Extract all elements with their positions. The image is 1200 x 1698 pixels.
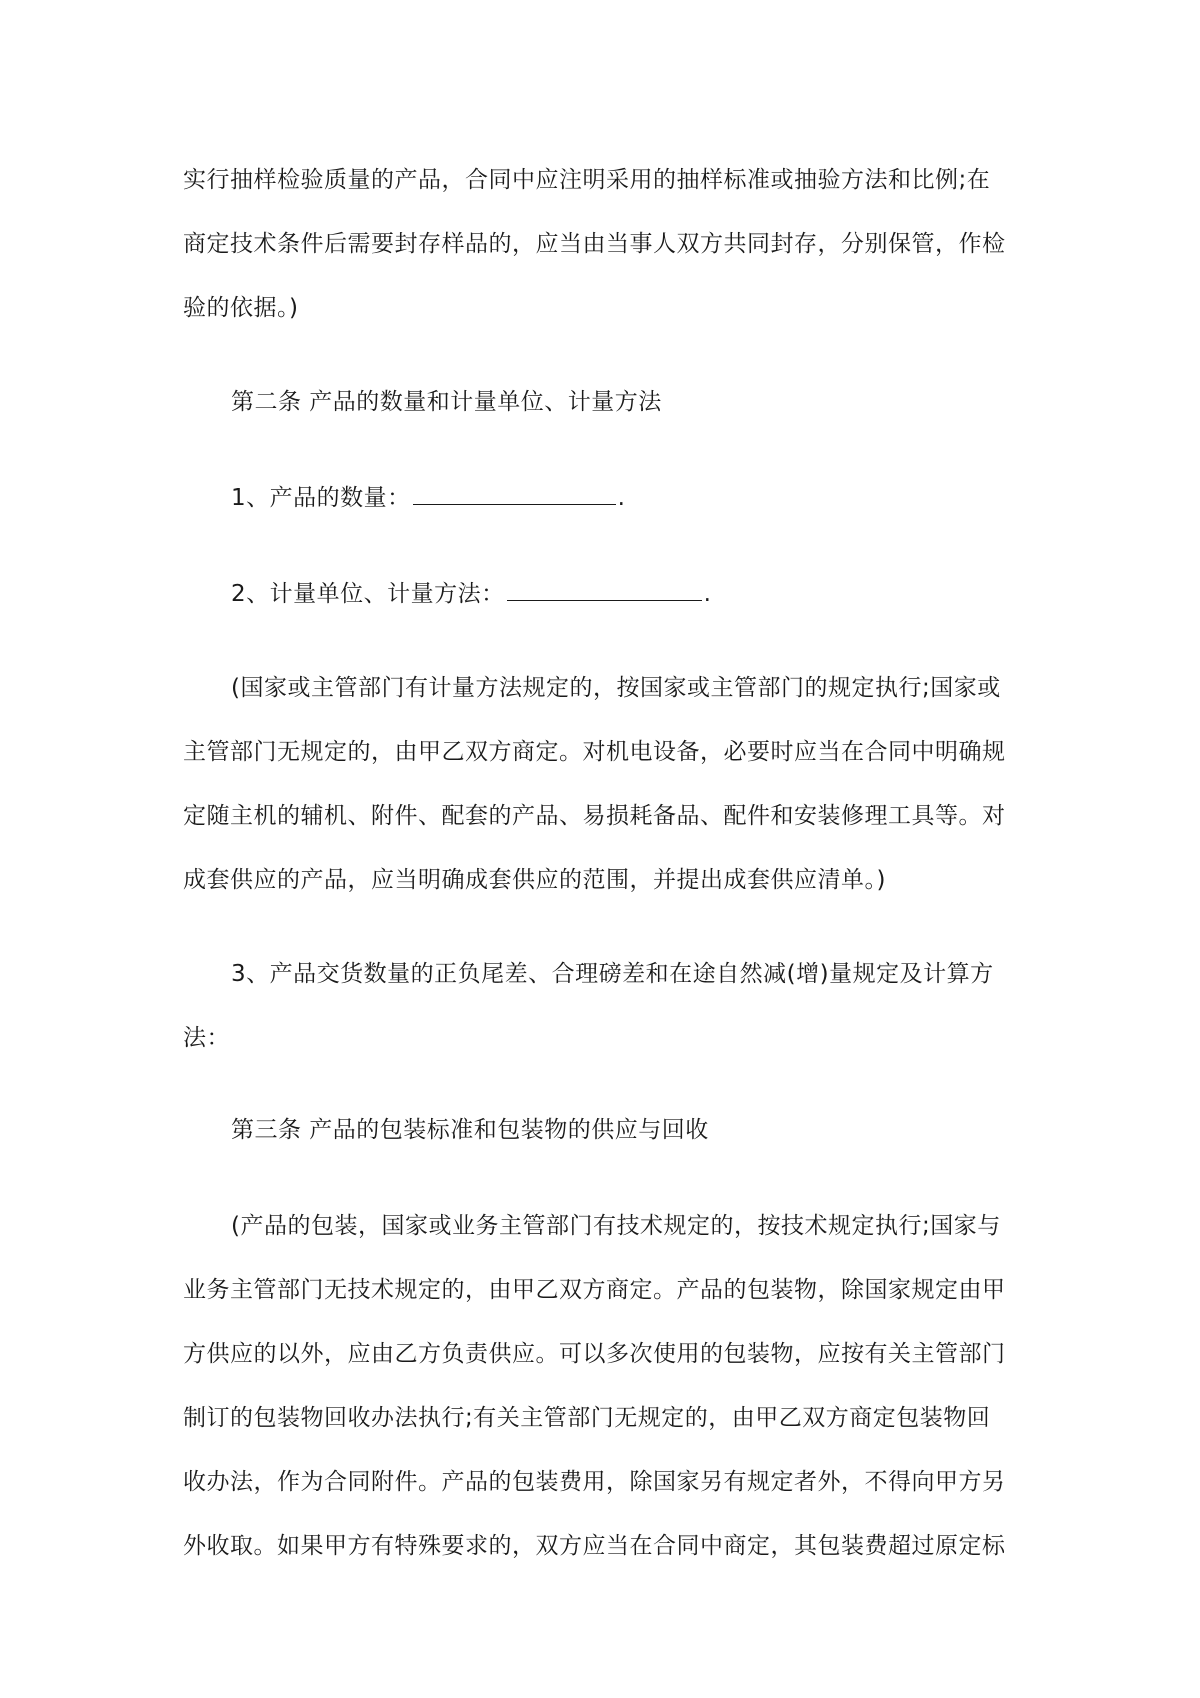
text-line: 实行抽样检验质量的产品，合同中应注明采用的抽样标准或抽验方法和比例;在 (183, 167, 991, 193)
text-line: 验的依据。) (183, 295, 299, 321)
text-line: 3、产品交货数量的正负尾差、合理磅差和在途自然减(增)量规定及计算方 (231, 961, 994, 987)
paragraph-measurement (183, 656, 1028, 912)
article-title: 第三条 产品的包装标准和包装物的供应与回收 (231, 1117, 709, 1143)
text-line: (产品的包装，国家或业务主管部门有技术规定的，按技术规定执行;国家与 (231, 1213, 1001, 1239)
item-end: . (703, 581, 712, 607)
text-line: 商定技术条件后需要封存样品的，应当由当事人双方共同封存，分别保管，作检 (183, 231, 1006, 257)
item-label: 1、产品的数量： (231, 485, 411, 511)
article-3-heading (183, 1098, 1028, 1162)
fill-in-blank (507, 580, 702, 601)
article-2-heading (183, 370, 1028, 434)
text-line: 法： (183, 1025, 230, 1051)
article-title: 第二条 产品的数量和计量单位、计量方法 (231, 389, 662, 415)
text-line: 定随主机的辅机、附件、配套的产品、易损耗备品、配件和安装修理工具等。对 (183, 803, 1006, 829)
text-line: 制订的包装物回收办法执行;有关主管部门无规定的，由甲乙双方商定包装物回 (183, 1405, 991, 1431)
item-end: . (617, 485, 626, 511)
text-line: 方供应的以外，应由乙方负责供应。可以多次使用的包装物，应按有关主管部门 (183, 1341, 1006, 1367)
text-line: (国家或主管部门有计量方法规定的，按国家或主管部门的规定执行;国家或 (231, 675, 1001, 701)
item-1-quantity (183, 466, 1028, 530)
text-line: 收办法，作为合同附件。产品的包装费用，除国家另有规定者外，不得向甲方另 (183, 1469, 1006, 1495)
text-line: 外收取。如果甲方有特殊要求的，双方应当在合同中商定，其包装费超过原定标 (183, 1533, 1006, 1559)
item-3-tolerance (183, 942, 1028, 1070)
text-line: 成套供应的产品，应当明确成套供应的范围，并提出成套供应清单。) (183, 867, 886, 893)
paragraph-sampling (183, 148, 1028, 340)
item-2-unit-method (183, 562, 1028, 626)
text-line: 业务主管部门无技术规定的，由甲乙双方商定。产品的包装物，除国家规定由甲 (183, 1277, 1006, 1303)
paragraph-packaging (183, 1194, 1028, 1578)
item-label: 2、计量单位、计量方法： (231, 581, 505, 607)
fill-in-blank (413, 484, 616, 505)
text-line: 主管部门无规定的，由甲乙双方商定。对机电设备，必要时应当在合同中明确规 (183, 739, 1006, 765)
item-line (183, 562, 1028, 626)
item-line (183, 466, 1028, 530)
